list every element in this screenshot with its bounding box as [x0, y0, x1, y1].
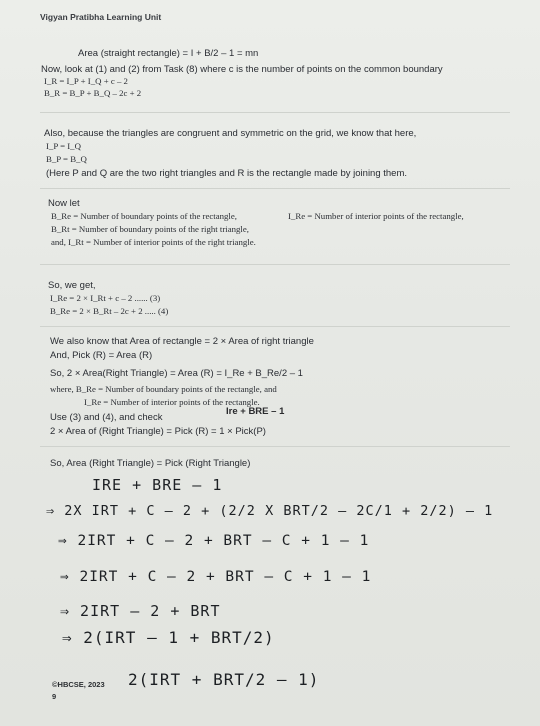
- use-3-and-4: Use (3) and (4), and check: [50, 412, 163, 423]
- page-number: 9: [52, 692, 57, 701]
- def-ire: I_Re = Number of interior points of the rectangle,: [288, 211, 464, 221]
- divider: [40, 188, 510, 189]
- area-formula: Area (straight rectangle) = I + B/2 – 1 = mn: [78, 48, 259, 59]
- task-reference: Now, look at (1) and (2) from Task (8) where c is the number of points on the common boundary: [41, 64, 443, 75]
- boundary-equality: B_P = B_Q: [46, 154, 87, 164]
- hw-line-4: ⇒ 2IRT + C – 2 + BRT – C + 1 – 1: [60, 569, 372, 585]
- divider: [40, 264, 510, 265]
- interior-equality: I_P = I_Q: [46, 141, 81, 151]
- hw-line-3: ⇒ 2IRT + C – 2 + BRT – C + 1 – 1: [58, 533, 370, 549]
- divider: [40, 112, 510, 113]
- where-bre: where, B_Re = Number of boundary points of the rectangle, and: [50, 384, 277, 394]
- boundary-relation: B_R = B_P + B_Q – 2c + 2: [44, 88, 142, 98]
- conclusion: So, Area (Right Triangle) = Pick (Right Triangle): [50, 458, 251, 469]
- pq-definition: (Here P and Q are the two right triangles and R is the rectangle made by joining them.: [46, 168, 408, 179]
- equation-4: B_Re = 2 × B_Rt – 2c + 2 ..... (4): [50, 306, 169, 316]
- hw-line-5: ⇒ 2IRT – 2 + BRT: [60, 602, 221, 620]
- divider: [40, 446, 510, 447]
- equation-3: I_Re = 2 × I_Rt + c – 2 ...... (3): [50, 293, 161, 303]
- pick-check: 2 × Area of (Right Triangle) = Pick (R) = 1 × Pick(P): [50, 426, 266, 437]
- now-let: Now let: [48, 198, 80, 209]
- unit-header: Vigyan Pratibha Learning Unit: [40, 12, 162, 22]
- pick-equals-area: And, Pick (R) = Area (R): [50, 350, 153, 361]
- def-brt: B_Rt = Number of boundary points of the right triangle,: [51, 224, 249, 234]
- congruence-statement: Also, because the triangles are congruent and symmetric on the grid, we know that here,: [44, 128, 417, 139]
- handwritten-pick-hint: Ire + BRE – 1: [226, 406, 285, 417]
- interior-relation: I_R = I_P + I_Q + c – 2: [44, 76, 128, 86]
- area-relation: We also know that Area of rectangle = 2 × Area of right triangle: [50, 336, 314, 347]
- def-bre: B_Re = Number of boundary points of the rectangle,: [51, 211, 237, 221]
- divider: [40, 326, 510, 327]
- so-we-get: So, we get,: [48, 280, 96, 291]
- where-ire: I_Re = Number of interior points of the rectangle.: [84, 397, 260, 407]
- pick-formula: So, 2 × Area(Right Triangle) = Area (R) = I_Re + B_Re/2 – 1: [50, 368, 303, 379]
- def-irt: and, I_Rt = Number of interior points of the right triangle.: [51, 237, 256, 247]
- copyright: ©HBCSE, 2023: [52, 680, 105, 689]
- hw-line-6: ⇒ 2(IRT – 1 + BRT/2): [62, 628, 275, 647]
- hw-line-1: IRE + BRE – 1: [92, 476, 223, 494]
- hw-line-7: 2(IRT + BRT/2 – 1): [128, 670, 320, 689]
- hw-line-2: ⇒ 2X IRT + C – 2 + (2/2 X BRT/2 – 2C/1 + 2/2) – 1: [46, 503, 494, 519]
